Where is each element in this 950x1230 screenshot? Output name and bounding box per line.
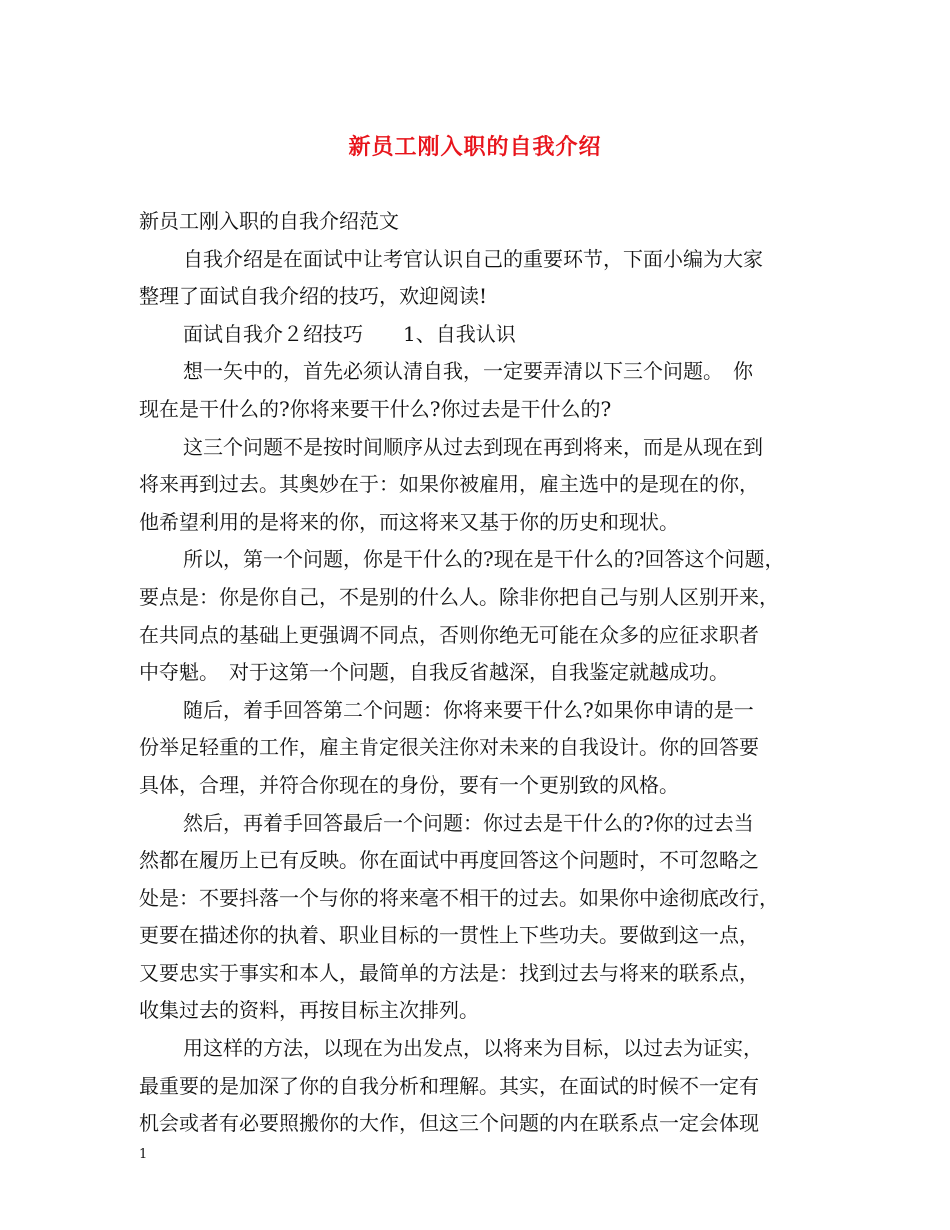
text-line: 想一矢中的，首先必须认清自我，一定要弄清以下三个问题。 你 xyxy=(183,359,753,384)
text-line: 整理了面试自我介绍的技巧，欢迎阅读! xyxy=(139,284,488,309)
text-line: 机会或者有必要照搬你的大作，但这三个问题的内在联系点一定会体现 xyxy=(139,1111,759,1136)
text-line: 中夺魁。 对于这第一个问题，自我反省越深，自我鉴定就越成功。 xyxy=(139,660,729,685)
text-line: 新员工刚入职的自我介绍范文 xyxy=(139,209,399,233)
text-line: 最重要的是加深了你的自我分析和理解。其实，在面试的时候不一定有 xyxy=(139,1073,759,1098)
text-line: 然都在履历上已有反映。你在面试中再度回答这个问题时，不可忽略之 xyxy=(139,848,759,873)
text-line: 用这样的方法，以现在为出发点，以将来为目标，以过去为证实， xyxy=(183,1036,763,1061)
text-line: 又要忠实于事实和本人，最简单的方法是：找到过去与将来的联系点， xyxy=(139,960,759,985)
text-line: 所以，第一个问题，你是干什么的?现在是干什么的?回答这个问题， xyxy=(183,547,785,572)
text-line: 更要在描述你的执着、职业目标的一贯性上下些功夫。要做到这一点， xyxy=(139,923,759,948)
text-line: 这三个问题不是按时间顺序从过去到现在再到将来，而是从现在到 xyxy=(183,434,763,459)
document-title: 新员工刚入职的自我介绍 xyxy=(348,134,602,160)
text-line: 具体，合理，并符合你现在的身份，要有一个更别致的风格。 xyxy=(139,772,679,797)
text-line: 份举足轻重的工作，雇主肯定很关注你对未来的自我设计。你的回答要 xyxy=(139,735,759,760)
text-line: 在共同点的基础上更强调不同点，否则你绝无可能在众多的应征求职者 xyxy=(139,622,759,647)
page-number: 1 xyxy=(139,1147,148,1162)
text-line: 现在是干什么的?你将来要干什么?你过去是干什么的? xyxy=(139,396,612,421)
text-line: 面试自我介２绍技巧 1、自我认识 xyxy=(183,321,516,346)
text-line: 要点是：你是你自己，不是别的什么人。除非你把自己与别人区别开来， xyxy=(139,584,779,609)
text-line: 自我介绍是在面试中让考官认识自己的重要环节，下面小编为大家 xyxy=(183,246,763,271)
text-line: 处是：不要抖落一个与你的将来毫不相干的过去。如果你中途彻底改行， xyxy=(139,885,779,910)
text-line: 随后，着手回答第二个问题：你将来要干什么?如果你申请的是一 xyxy=(183,697,754,722)
document-body xyxy=(139,203,819,1143)
text-line: 然后，再着手回答最后一个问题：你过去是干什么的?你的过去当 xyxy=(183,810,754,835)
text-line: 收集过去的资料，再按目标主次排列。 xyxy=(139,998,479,1023)
text-line: 将来再到过去。其奥妙在于：如果你被雇用，雇主选中的是现在的你， xyxy=(139,472,759,497)
text-line: 他希望利用的是将来的你，而这将来又基于你的历史和现状。 xyxy=(139,509,679,534)
